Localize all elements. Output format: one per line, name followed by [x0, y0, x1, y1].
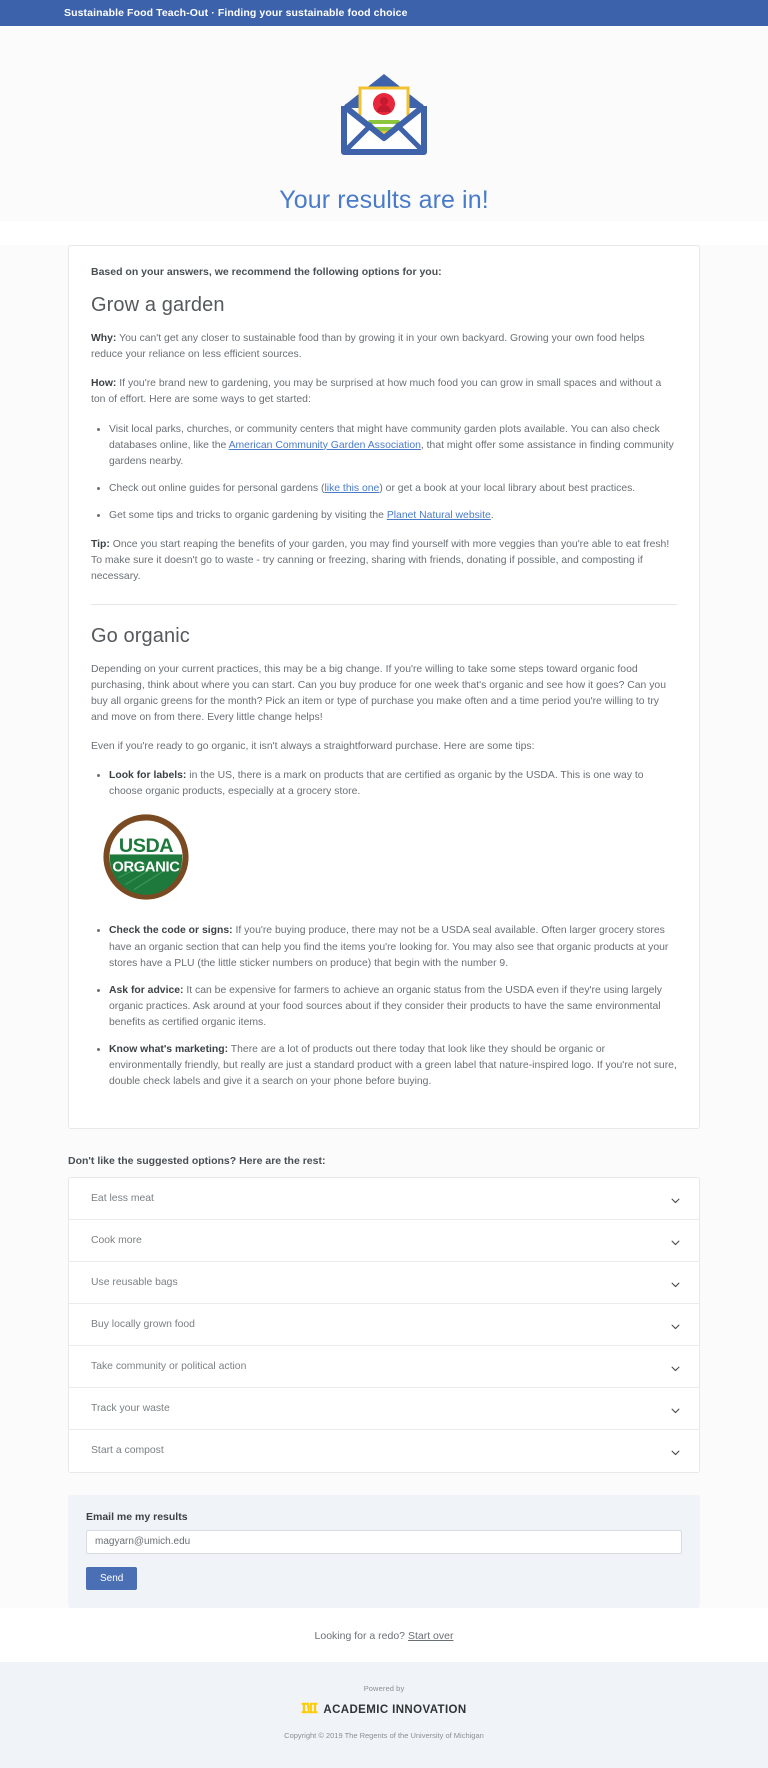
accordion-item-take-community-or-political-action[interactable] [69, 1346, 699, 1388]
page-title: Your results are in! [279, 186, 489, 214]
accordion-label: Take community or political action [91, 1360, 247, 1372]
bullet-text-post: ) or get a book at your local library about best practices. [379, 482, 636, 494]
accordion-item-buy-locally-grown-food[interactable] [69, 1304, 699, 1346]
section-heading-go-organic: Go organic [91, 624, 190, 647]
section-heading-grow-a-garden: Grow a garden [91, 294, 225, 316]
accordion-label: Eat less meat [91, 1192, 154, 1204]
open-envelope-with-letter-icon [332, 62, 436, 166]
page-footer [0, 1662, 768, 1762]
accordion-label: Use reusable bags [91, 1276, 178, 1288]
copyright-text: Copyright © 2019 The Regents of the University of Michigan [284, 1730, 484, 1740]
list-item [109, 983, 677, 1031]
how-paragraph [91, 376, 677, 408]
organic-paragraph-2: Even if you're ready to go organic, it isn't always a straightforward purchase. Here are some tips: [91, 741, 535, 752]
accordion-label: Start a compost [91, 1445, 164, 1456]
tip-text: Once you start reaping the benefits of your garden, you may find yourself with more veggies than you're able to eat fresh! To make sure it doesn't go to waste - try canning or freezing, sharing with friends, donating if possible, and composting if necessary. [91, 539, 670, 583]
alternatives-accordion [68, 1177, 700, 1473]
chevron-down-icon[interactable] [670, 1235, 681, 1246]
list-item [109, 923, 677, 971]
footer-spacer [0, 1762, 768, 1768]
bullet-text-pre: Check out online guides for personal gardens ( [109, 482, 325, 494]
bullet-text-pre: Visit local parks, churches, or community centers that might have community garden plots available. You can also check databases online, like the [109, 423, 660, 451]
accordion-item-use-reusable-bags[interactable] [69, 1262, 699, 1304]
course-name: Sustainable Food Teach-Out [64, 7, 209, 19]
why-label: Why: [91, 333, 117, 344]
bullet-text: in the US, there is a mark on products that are certified as organic by the USDA. This is one way to choose organic products, especially at a grocery store. [109, 770, 644, 798]
bullet-text: It can be expensive for farmers to achieve an organic status from the USDA even if they're using largely organic practices. Ask around at your food sources about if they consider their products to have the same environmental benefits as certified organic items. [109, 984, 662, 1028]
bullet-label: Know what's marketing: [109, 1044, 229, 1056]
organic-bullet-list-rest [91, 923, 677, 1090]
page-subtitle: Finding your sustainable food choice [217, 7, 408, 19]
email-input[interactable] [86, 1530, 682, 1554]
alternatives-label: Don't like the suggested options? Here are the rest: [68, 1154, 326, 1167]
redo-text: Looking for a redo? [314, 1629, 408, 1642]
chevron-down-icon[interactable] [670, 1319, 681, 1330]
link-american-community-garden-association[interactable]: American Community Garden Association [228, 439, 421, 451]
list-item [109, 1042, 677, 1090]
section-divider [91, 604, 677, 605]
svg-text:USDA: USDA [118, 835, 174, 858]
chevron-down-icon[interactable] [670, 1361, 681, 1372]
bullet-text-post: , that might offer some assistance in finding community gardens nearby. [109, 439, 674, 467]
chevron-down-icon[interactable] [670, 1277, 681, 1288]
top-bar [0, 0, 768, 26]
list-item [109, 768, 677, 800]
start-over-link[interactable]: Start over [407, 1629, 454, 1642]
results-card [68, 245, 700, 1129]
accordion-item-cook-more[interactable] [69, 1220, 699, 1262]
michigan-block-m-icon [301, 1701, 318, 1719]
email-form-label: Email me my results [86, 1510, 188, 1523]
bullet-label: Ask for advice: [109, 984, 184, 996]
tip-paragraph [91, 537, 677, 585]
bullet-label: Look for labels: [109, 770, 187, 782]
top-bar-title [64, 7, 408, 19]
chevron-down-icon[interactable] [670, 1403, 681, 1414]
accordion-label: Track your waste [91, 1402, 170, 1414]
how-text: If you're brand new to gardening, you may be surprised at how much food you can grow in small spaces and without a ton of effort. Here are some ways to get started: [91, 378, 662, 406]
academic-innovation-logo-text: ACADEMIC INNOVATION [323, 1703, 467, 1716]
list-item [109, 422, 677, 470]
accordion-label: Cook more [91, 1234, 142, 1246]
garden-bullet-list [91, 422, 677, 525]
svg-text:ORGANIC: ORGANIC [112, 859, 180, 876]
main-content [0, 245, 768, 1608]
accordion-item-start-a-compost[interactable] [69, 1430, 699, 1472]
chevron-down-icon[interactable] [670, 1193, 681, 1204]
send-button[interactable]: Send [86, 1567, 137, 1590]
organic-paragraph-1: Depending on your current practices, this may be a big change. If you're willing to take some steps toward organic food purchasing, think about where you can start. Can you buy produce for one week that's organic and see how it goes? Can you buy all organic greens for the month? Pick an item or type of purchase you make often and a time period you're willing to try and move on from there. Every little change helps! [91, 663, 666, 723]
how-label: How: [91, 378, 117, 390]
accordion-item-track-your-waste[interactable] [69, 1388, 699, 1430]
chevron-down-icon[interactable] [670, 1445, 681, 1456]
list-item [109, 481, 677, 497]
link-planet-natural-website[interactable]: Planet Natural website [386, 510, 491, 521]
results-lead: Based on your answers, we recommend the following options for you: [91, 266, 442, 278]
bullet-text-pre: Get some tips and tricks to organic gardening by visiting the [109, 510, 387, 521]
bullet-text: There are a lot of products out there today that look like they should be organic or environmentally friendly, but really are just a standard product with a green label that nature-inspired logo. If you're not sure, double check labels and give it a search on your phone before buying. [109, 1044, 677, 1088]
organic-bullet-list-first [91, 768, 677, 800]
usda-organic-seal-icon [103, 814, 677, 905]
link-like-this-one[interactable]: like this one [324, 482, 380, 494]
list-item [109, 508, 677, 524]
why-text: You can't get any closer to sustainable food than by growing it in your own backyard. Growing your own food helps reduce your reliance on less efficient sources. [91, 333, 645, 361]
bullet-text: If you're buying produce, there may not be a USDA seal available. Often larger grocery stores have an organic section that can help you find the items you're looking for. You may also see that organic products at your stores have a PLU (the little sticker numbers on produce) that begin with the number 9. [109, 925, 669, 969]
bullet-label: Check the code or signs: [109, 925, 233, 937]
redo-section [0, 1608, 768, 1662]
title-separator: · [208, 7, 218, 19]
why-paragraph [91, 331, 677, 363]
accordion-item-eat-less-meat[interactable] [69, 1178, 699, 1220]
accordion-label: Buy locally grown food [91, 1318, 195, 1330]
hero-section [0, 26, 768, 221]
email-results-form [68, 1495, 700, 1608]
powered-by-label: Powered by [363, 1683, 405, 1693]
bullet-text-post: . [490, 510, 494, 521]
tip-label: Tip: [91, 539, 110, 551]
academic-innovation-logo [0, 1701, 768, 1719]
